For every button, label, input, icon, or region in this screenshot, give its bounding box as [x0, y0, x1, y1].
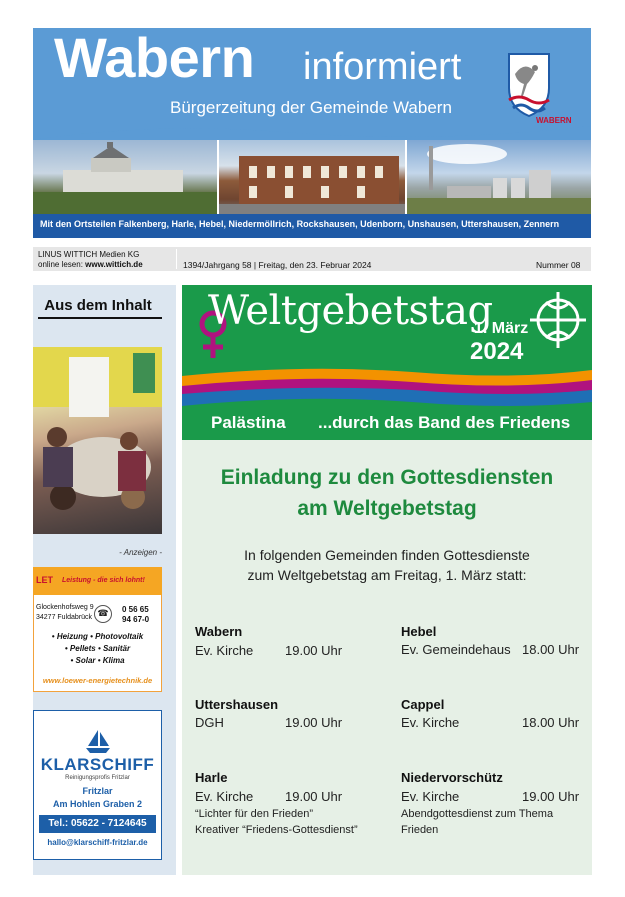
issue-info: 1394/Jahrgang 58 | Freitag, den 23. Februar 2024 [183, 260, 372, 270]
villages-text: Mit den Ortsteilen Falkenberg, Harle, Hebel, Niedermöllrich, Rockshausen, Udenborn, Unshausen, Uttershausen, Zennern [40, 219, 560, 229]
energy-ad-logo: LET [36, 575, 53, 585]
service-time: 19.00 Uhr [285, 789, 343, 804]
service-place: Ev. Kirche [401, 715, 460, 730]
power-plant-photo [407, 140, 591, 214]
banner-title: Weltgebetstag [208, 288, 493, 334]
energy-ad-slogan: Leistung - die sich lohnt! [62, 577, 145, 584]
service-time: 18.00 Uhr [522, 642, 580, 657]
cleaning-ad-brand: KLARSCHIFF [40, 755, 155, 774]
energy-ad-service-line: • Solar • Klima [70, 656, 125, 665]
service-name: Harle [195, 770, 228, 785]
online-url[interactable]: www.wittich.de [85, 260, 143, 269]
cleaning-ad-city: Fritzlar [82, 786, 113, 796]
energy-ad-city: 34277 Fuldabrück [36, 614, 93, 621]
energy-ad-services [33, 631, 162, 667]
masthead-title: Wabern [54, 26, 255, 89]
imprint-divider [176, 249, 177, 269]
service-note: Kreativer “Friedens-Gottesdienst” [195, 824, 358, 836]
sidebar-heading: Aus dem Inhalt [44, 297, 152, 314]
masthead-subtitle: informiert [303, 46, 462, 88]
banner-year: 2024 [470, 338, 524, 365]
cross-logo-icon [528, 290, 588, 350]
publisher-info [38, 250, 143, 270]
article-heading-line2: am Weltgebetstag [297, 497, 477, 520]
banner-date: 1. März [474, 320, 529, 337]
brick-building-photo [219, 140, 405, 214]
energy-ad-phone-prefix: 0 56 65 [122, 605, 149, 614]
issue-number: Nummer 08 [536, 260, 581, 270]
children-crafting-photo [33, 347, 162, 534]
castle-photo [33, 140, 217, 214]
crest-label: WABERN [536, 116, 572, 125]
energy-ad-address [36, 603, 94, 623]
banner-tagline-right: ...durch das Band des Friedens [318, 413, 571, 432]
publisher-name: LINUS WITTICH Medien KG [38, 250, 140, 259]
cleaning-ad-phone[interactable]: Tel.: 05622 - 7124645 [39, 815, 156, 833]
municipal-crest-icon [505, 50, 553, 120]
service-name: Uttershausen [195, 697, 279, 712]
energy-ad-service-line: • Heizung • Photovoltaik [51, 632, 144, 641]
service-place: DGH [195, 715, 224, 730]
service-time: 19.00 Uhr [285, 643, 343, 658]
ads-label: - Anzeigen - [119, 548, 162, 557]
phone-icon: ☎ [94, 605, 112, 623]
masthead-tagline: Bürgerzeitung der Gemeinde Wabern [170, 98, 452, 117]
online-line [38, 260, 143, 270]
service-time: 18.00 Uhr [522, 715, 580, 730]
banner-tagline-left: Palästina [211, 413, 286, 432]
service-note: Abendgottesdienst zum Thema [401, 808, 554, 820]
service-place: Ev. Kirche [195, 789, 254, 804]
service-name: Wabern [195, 624, 243, 639]
service-name: Cappel [401, 697, 445, 712]
service-note: “Lichter für den Frieden” [195, 808, 313, 820]
service-time: 19.00 Uhr [522, 789, 580, 804]
energy-ad-street: Glockenhofsweg 9 [36, 604, 94, 611]
online-prefix: online lesen: [38, 260, 86, 269]
service-name: Hebel [401, 624, 437, 639]
article-heading-line1: Einladung zu den Gottesdiensten [220, 466, 554, 489]
sidebar-heading-underline [38, 317, 162, 319]
energy-ad-service-line: • Pellets • Sanitär [64, 644, 131, 653]
service-time: 19.00 Uhr [285, 715, 343, 730]
energy-ad-phone [122, 605, 149, 625]
service-note: Frieden [401, 824, 439, 836]
service-place: Ev. Gemeindehaus [401, 642, 511, 657]
article-intro-line2: zum Weltgebetstag am Freitag, 1. März statt: [247, 567, 527, 583]
banner-stripes [182, 362, 592, 418]
article-intro-line1: In folgenden Gemeinden finden Gottesdienste [244, 547, 530, 563]
service-place: Ev. Kirche [195, 643, 254, 658]
cleaning-ad-brand-tag: Reinigungsprofis Fritzlar [65, 775, 130, 781]
energy-ad-phone-number: 94 67-0 [122, 615, 150, 624]
sailboat-icon [84, 728, 112, 754]
service-name: Niedervorschütz [401, 770, 503, 785]
cleaning-ad-email[interactable]: hallo@klarschiff-fritzlar.de [47, 838, 148, 847]
service-place: Ev. Kirche [401, 789, 460, 804]
cleaning-ad-street: Am Hohlen Graben 2 [52, 799, 142, 809]
energy-ad-url[interactable]: www.loewer-energietechnik.de [42, 676, 153, 685]
